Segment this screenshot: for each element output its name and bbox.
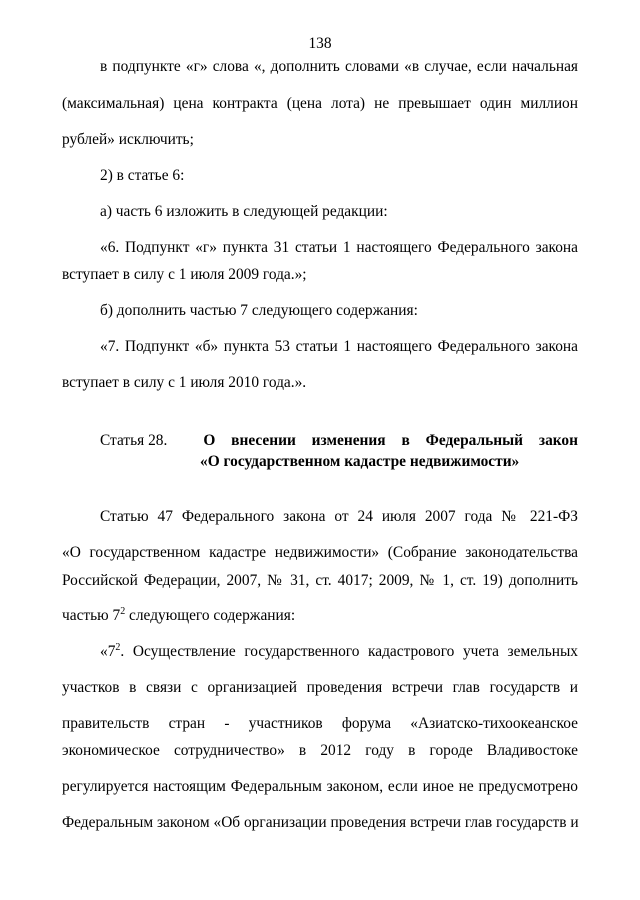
quoted-text-line: правительств стран - участников форума «Азиатско-тихоокеанское [62, 715, 578, 732]
quoted-text-line: вступает в силу с 1 июля 2009 года.»; [62, 266, 307, 283]
article-title-line: О внесении изменения в Федеральный закон [203, 432, 578, 449]
superscript: 2 [115, 641, 121, 653]
quoted-text-line: вступает в силу с 1 июля 2010 года.». [62, 374, 307, 391]
text-fragment: следующего содержания: [125, 607, 296, 624]
list-item: б) дополнить частью 7 следующего содержания: [100, 302, 418, 319]
paragraph-line [62, 606, 578, 626]
quoted-text-line: «6. Подпункт «г» пункта 31 статьи 1 настоящего Федерального закона [100, 239, 578, 256]
list-item: 2) в статье 6: [100, 167, 185, 184]
quoted-text-line: экономическое сотрудничество» в 2012 году в городе Владивостоке [62, 742, 578, 759]
paragraph-line: Российской Федерации, 2007, № 31, ст. 4017; 2009, № 1, ст. 19) дополнить [62, 572, 578, 589]
paragraph-line: в подпункте «г» слова «, дополнить словами «в случае, если начальная [100, 58, 578, 75]
paragraph-line: рублей» исключить; [62, 131, 194, 148]
article-heading [100, 431, 578, 451]
quoted-text-line: Федеральным законом «Об организации проведения встречи глав государств и [62, 814, 579, 831]
article-label: Статья 28. [100, 432, 168, 449]
paragraph-line: (максимальная) цена контракта (цена лота) не превышает один миллион [62, 95, 578, 112]
quoted-text-line [100, 642, 578, 662]
text-fragment: «7 [100, 643, 116, 660]
quoted-text-line: «7. Подпункт «б» пункта 53 статьи 1 настоящего Федерального закона [100, 338, 578, 355]
quoted-text-line: регулируется настоящим Федеральным законом, если иное не предусмотрено [62, 778, 578, 795]
superscript: 2 [120, 605, 126, 617]
text-fragment: . Осуществление государственного кадастрового учета земельных [120, 643, 578, 660]
quoted-text-line: участков в связи с организацией проведения встречи глав государств и [62, 679, 578, 696]
text-fragment: частью 7 [62, 607, 121, 624]
paragraph-line: Статью 47 Федерального закона от 24 июля 2007 года № 221-ФЗ [100, 508, 578, 525]
page-number: 138 [308, 35, 332, 52]
paragraph-line: «О государственном кадастре недвижимости» (Собрание законодательства [62, 544, 578, 561]
article-title-line: «О государственном кадастре недвижимости» [200, 453, 520, 470]
list-item: а) часть 6 изложить в следующей редакции: [100, 203, 388, 220]
